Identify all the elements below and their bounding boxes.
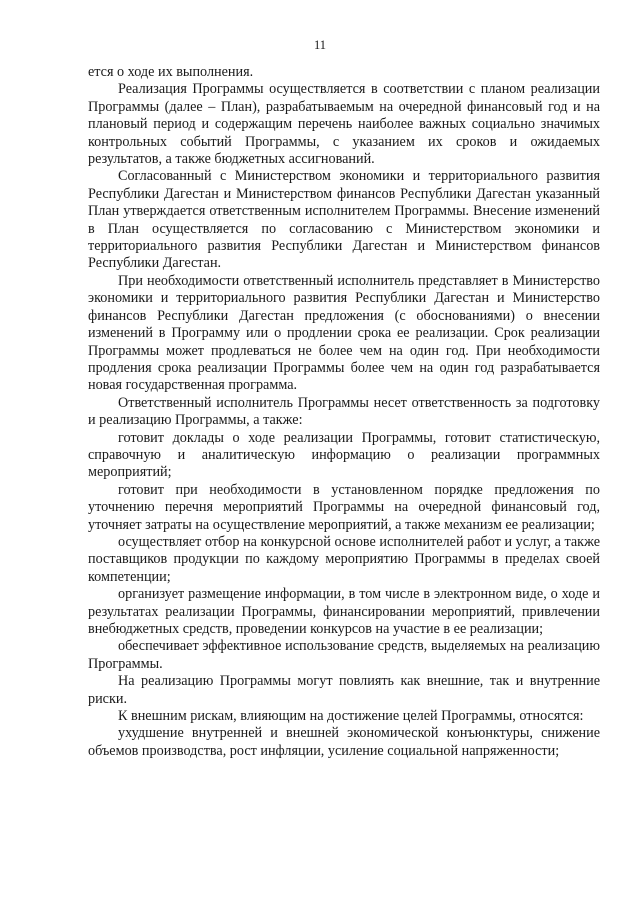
list-item-information: организует размещение информации, в том числе в электронном виде, о ходе и результатах реализации Программы, финансировании мероприятий, привлечении внебюджетных средств, проведении конкурсов на участие в ее реализации;	[88, 586, 600, 637]
page-number: 11	[313, 38, 327, 52]
paragraph-program-changes: При необходимости ответственный исполнитель представляет в Министерство экономики и территориального развития Республики Дагестан и Министерство финансов Республики Дагестан предложения (с обоснованиями) о внесении изменений в Программу или о продлении срока ее реализации. Срок реализации Программы может продлеваться не более чем на один год. При необходимости продления срока реализации Программы более чем на один год разрабатывается новая государственная программа.	[88, 272, 600, 394]
body-text	[88, 64, 600, 760]
paragraph-plan-approval: Согласованный с Министерством экономики и территориального развития Республики Дагестан и Министерством финансов Республики Дагестан указанный План утверждается ответственным исполнителем Программы. Внесение изменений в План осуществляется по согласованию с Министерством экономики и территориального развития Республики Дагестан и Министерством финансов Республики Дагестан.	[88, 168, 600, 272]
list-item-selection: осуществляет отбор на конкурсной основе исполнителей работ и услуг, а также поставщиков продукции по каждому мероприятию Программы в пределах своей компетенции;	[88, 533, 600, 585]
list-item-economic-risk: ухудшение внутренней и внешней экономической конъюнктуры, снижение объемов производства, рост инфляции, усиление социальной напряженности;	[88, 725, 600, 759]
paragraph-responsibility: Ответственный исполнитель Программы несет ответственность за подготовку и реализацию Программы, а также:	[88, 394, 600, 429]
paragraph-risks: На реализацию Программы могут повлиять как внешние, так и внутренние риски.	[88, 673, 600, 707]
paragraph-implementation-plan: Реализация Программы осуществляется в соответствии с планом реализации Программы (далее – План), разрабатываемым на очередной финансовый год и на плановый период и содержащим перечень наиболее важных социально значимых контрольных событий Программы, с указанием их сроков и ожидаемых результатов, а также бюджетных ассигнований.	[88, 81, 600, 168]
paragraph-external-risks: К внешним рискам, влияющим на достижение целей Программы, относятся:	[118, 708, 584, 725]
list-item-proposals: готовит при необходимости в установленном порядке предложения по уточнению перечня мероприятий Программы на очередной финансовый год, уточняет затраты на осуществление мероприятий, а также механизм ее реализации;	[88, 481, 600, 533]
list-item-reports: готовит доклады о ходе реализации Программы, готовит статистическую, справочную и аналитическую информацию о реализации программных мероприятий;	[88, 429, 600, 481]
paragraph-continuation: ется о ходе их выполнения.	[88, 64, 254, 80]
list-item-funds: обеспечивает эффективное использование средств, выделяемых на реализацию Программы.	[88, 638, 600, 672]
